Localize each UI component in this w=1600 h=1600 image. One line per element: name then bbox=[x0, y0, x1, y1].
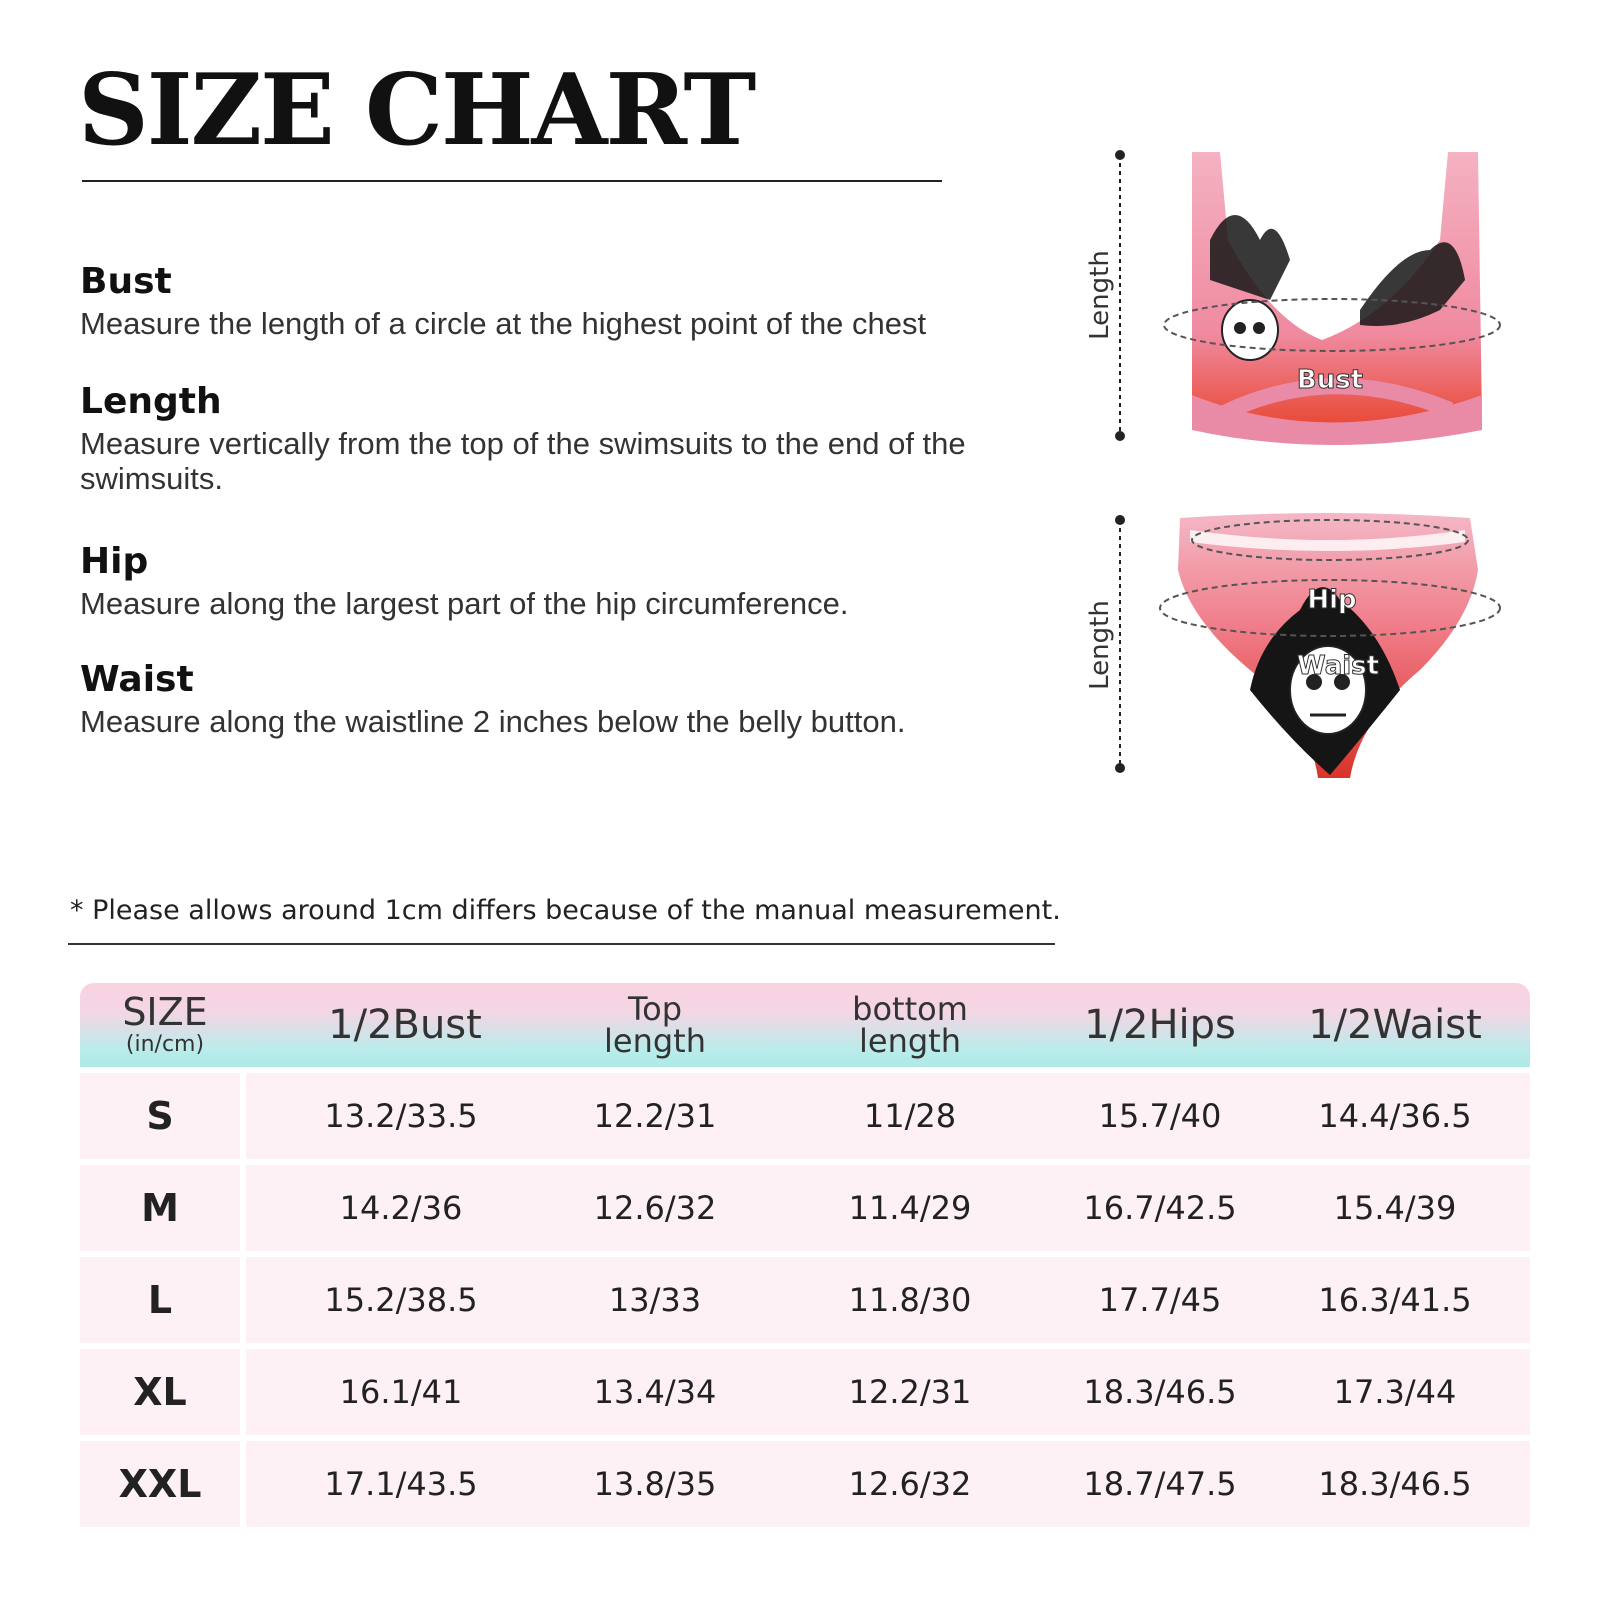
top-length-cell: 12.2/31 bbox=[593, 1097, 717, 1135]
waist-cell: 17.3/44 bbox=[1333, 1373, 1457, 1411]
definition-text: Measure the length of a circle at the highest point of the chest bbox=[80, 305, 927, 341]
definition-text: Measure along the waistline 2 inches below the belly button. bbox=[80, 703, 906, 739]
table-row bbox=[80, 1257, 1530, 1343]
hips-cell: 18.7/47.5 bbox=[1083, 1465, 1237, 1503]
header-label: 1/2Hips bbox=[1084, 1002, 1236, 1048]
bikini-top bbox=[1164, 152, 1500, 445]
size-table bbox=[80, 983, 1530, 1527]
header-label-line2: length bbox=[859, 1022, 961, 1060]
hips-cell: 17.7/45 bbox=[1098, 1281, 1222, 1319]
hips-cell: 18.3/46.5 bbox=[1083, 1373, 1237, 1411]
top-length-cell: 13.8/35 bbox=[593, 1465, 717, 1503]
size-cell: M bbox=[80, 1165, 240, 1251]
hips-cell: 15.7/40 bbox=[1098, 1097, 1222, 1135]
definition-heading: Length bbox=[80, 381, 222, 422]
header-top-length bbox=[560, 983, 750, 1067]
size-cell: S bbox=[80, 1073, 240, 1159]
header-size-label: SIZE bbox=[122, 989, 208, 1034]
bottom-length-cell: 11.8/30 bbox=[848, 1281, 972, 1319]
waist-cell: 15.4/39 bbox=[1333, 1189, 1457, 1227]
bottom-length-cell: 12.2/31 bbox=[848, 1373, 972, 1411]
measurement-note: * Please allows around 1cm differs because of the manual measurement. bbox=[70, 895, 1061, 926]
bottom-length-label: Length bbox=[1085, 600, 1115, 690]
row-values bbox=[246, 1257, 1530, 1343]
table-row bbox=[80, 1073, 1530, 1159]
definition-text: Measure vertically from the top of the swimsuits to the end of the swimsuits. bbox=[80, 425, 966, 497]
table-row bbox=[80, 1349, 1530, 1435]
bottom-length-measure bbox=[1085, 515, 1125, 773]
hips-cell: 16.7/42.5 bbox=[1083, 1189, 1237, 1227]
bust-cell: 16.1/41 bbox=[339, 1373, 463, 1411]
definition-heading: Hip bbox=[80, 541, 149, 582]
header-size-unit: (in/cm) bbox=[125, 1031, 205, 1057]
header-label: 1/2Waist bbox=[1308, 1002, 1482, 1048]
bust-cell: 15.2/38.5 bbox=[324, 1281, 478, 1319]
title-divider bbox=[82, 180, 942, 182]
header-label-line1: Top bbox=[628, 990, 682, 1028]
page-title: SIZE CHART bbox=[78, 53, 755, 168]
table-row bbox=[80, 1441, 1530, 1527]
top-length-cell: 13/33 bbox=[608, 1281, 702, 1319]
waist-cell: 16.3/41.5 bbox=[1318, 1281, 1472, 1319]
header-label-line2: length bbox=[604, 1022, 706, 1060]
row-values bbox=[246, 1441, 1530, 1527]
row-values bbox=[246, 1349, 1530, 1435]
note-divider bbox=[68, 943, 1055, 945]
definition-waist bbox=[80, 660, 1000, 739]
bust-cell: 14.2/36 bbox=[339, 1189, 463, 1227]
definition-hip bbox=[80, 542, 1000, 621]
bottom-length-cell: 11/28 bbox=[863, 1097, 957, 1135]
row-values bbox=[246, 1165, 1530, 1251]
definition-text: Measure along the largest part of the hip circumference. bbox=[80, 585, 849, 621]
bottom-length-cell: 12.6/32 bbox=[848, 1465, 972, 1503]
bust-cell: 13.2/33.5 bbox=[324, 1097, 478, 1135]
top-length-label: Length bbox=[1085, 250, 1115, 340]
header-bust bbox=[310, 983, 500, 1067]
header-label-line1: bottom bbox=[852, 990, 968, 1028]
swimsuit-illustration bbox=[1060, 130, 1540, 810]
row-values bbox=[246, 1073, 1530, 1159]
size-cell: XL bbox=[80, 1349, 240, 1435]
waist-cell: 18.3/46.5 bbox=[1318, 1465, 1472, 1503]
waist-label: Waist bbox=[1296, 651, 1380, 681]
header-size bbox=[80, 983, 250, 1067]
bust-cell: 17.1/43.5 bbox=[324, 1465, 478, 1503]
header-hips bbox=[1055, 983, 1265, 1067]
table-row bbox=[80, 1165, 1530, 1251]
definition-heading: Waist bbox=[80, 659, 194, 700]
top-length-cell: 12.6/32 bbox=[593, 1189, 717, 1227]
definition-bust bbox=[80, 262, 1000, 341]
definition-length bbox=[80, 382, 1000, 497]
size-cell: L bbox=[80, 1257, 240, 1343]
size-cell: XXL bbox=[80, 1441, 240, 1527]
waist-cell: 14.4/36.5 bbox=[1318, 1097, 1472, 1135]
bikini-bottom bbox=[1160, 513, 1500, 778]
bust-label: Bust bbox=[1296, 365, 1364, 395]
header-waist bbox=[1285, 983, 1505, 1067]
top-length-measure bbox=[1085, 150, 1125, 441]
hip-label: Hip bbox=[1307, 585, 1357, 615]
table-header bbox=[80, 983, 1530, 1067]
header-label: 1/2Bust bbox=[328, 1002, 482, 1048]
definition-heading: Bust bbox=[80, 261, 172, 302]
header-bottom-length bbox=[810, 983, 1010, 1067]
bottom-length-cell: 11.4/29 bbox=[848, 1189, 972, 1227]
top-length-cell: 13.4/34 bbox=[593, 1373, 717, 1411]
